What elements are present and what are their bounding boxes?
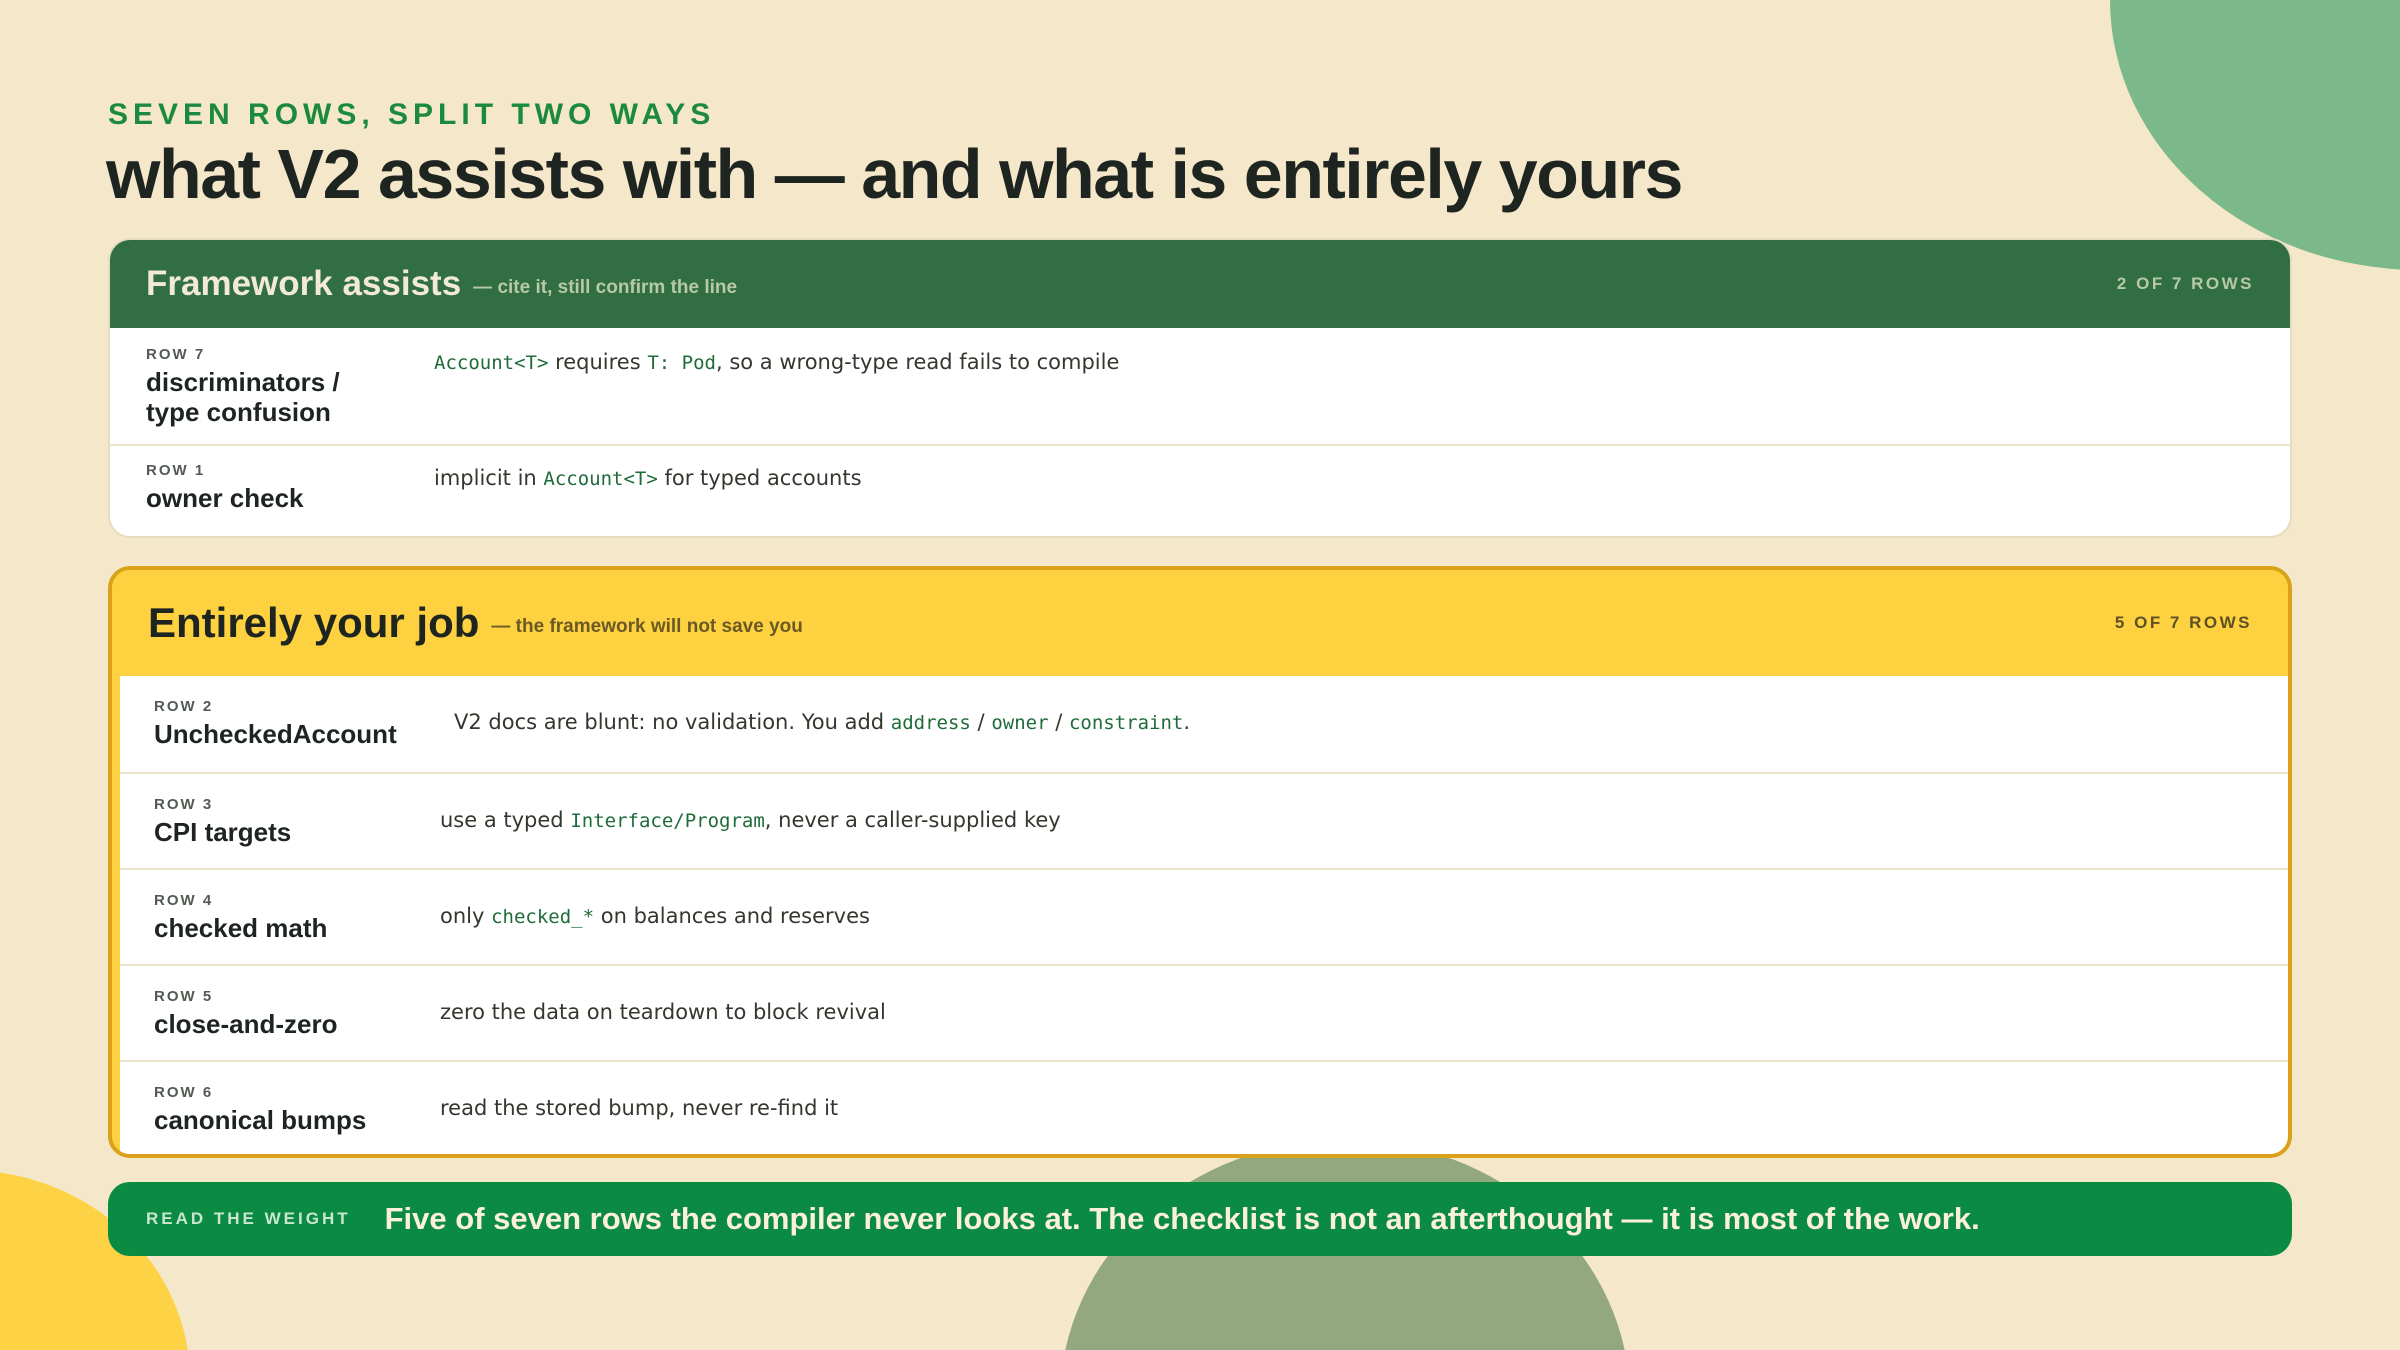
row-description bbox=[440, 904, 870, 928]
row-label bbox=[146, 462, 304, 513]
description-text: use a typed bbox=[440, 808, 571, 832]
row-name: CPI targets bbox=[154, 817, 292, 847]
callout-tag: READ THE WEIGHT bbox=[146, 1209, 351, 1228]
description-text: , never a caller-supplied key bbox=[764, 808, 1061, 832]
table-row bbox=[120, 964, 2288, 1060]
inline-code: Account<T> bbox=[434, 352, 549, 374]
table-row bbox=[120, 676, 2288, 772]
row-list bbox=[120, 676, 2288, 1156]
row-label bbox=[146, 346, 340, 427]
table-row bbox=[120, 868, 2288, 964]
eyebrow-label: SEVEN ROWS, SPLIT TWO WAYS bbox=[108, 98, 716, 131]
panel-title: Entirely your job bbox=[148, 599, 480, 646]
row-name: owner check bbox=[146, 483, 304, 513]
row-name bbox=[146, 367, 340, 427]
description-text: V2 docs are blunt: no validation. You add bbox=[454, 710, 891, 734]
page-title: what V2 assists with — and what is entirely yours bbox=[106, 135, 1682, 213]
inline-code: T: Pod bbox=[647, 352, 716, 374]
row-number: ROW 1 bbox=[146, 462, 206, 479]
description-text: read the stored bump, never re-find it bbox=[440, 1096, 839, 1120]
row-description bbox=[440, 808, 1061, 832]
row-label bbox=[154, 698, 397, 749]
row-list bbox=[110, 328, 2290, 536]
row-number: ROW 2 bbox=[154, 698, 214, 715]
row-description bbox=[434, 466, 862, 490]
description-text: . bbox=[1183, 710, 1191, 734]
description-text: / bbox=[1048, 710, 1069, 734]
row-label bbox=[154, 796, 291, 847]
table-row bbox=[110, 444, 2290, 536]
inline-code: Account<T> bbox=[543, 468, 658, 490]
row-description bbox=[440, 1000, 886, 1024]
row-number: ROW 7 bbox=[146, 346, 206, 363]
row-number: ROW 5 bbox=[154, 988, 214, 1005]
row-number: ROW 3 bbox=[154, 796, 214, 813]
description-text: / bbox=[970, 710, 992, 734]
row-label bbox=[154, 988, 338, 1039]
description-text: , so a wrong-type read fails to compile bbox=[715, 350, 1120, 374]
description-text: implicit in bbox=[434, 466, 544, 490]
row-name: UncheckedAccount bbox=[154, 719, 397, 749]
inline-code: Interface/Program bbox=[570, 810, 765, 832]
inline-code: checked_* bbox=[491, 906, 595, 928]
row-count-badge: 5 OF 7 ROWS bbox=[2114, 613, 2252, 632]
inline-code: owner bbox=[991, 712, 1049, 734]
row-name: canonical bumps bbox=[154, 1105, 367, 1135]
framework-assists-panel bbox=[108, 238, 2292, 538]
row-name: close-and-zero bbox=[154, 1009, 338, 1039]
row-description bbox=[440, 1096, 838, 1120]
row-label bbox=[154, 1084, 366, 1135]
inline-code: constraint bbox=[1068, 712, 1184, 734]
panel-subtitle: — the framework will not save you bbox=[491, 616, 803, 637]
panel-subtitle: — cite it, still confirm the line bbox=[473, 277, 738, 298]
row-count-badge: 2 OF 7 ROWS bbox=[2116, 274, 2254, 293]
description-text: zero the data on teardown to block revival bbox=[440, 1000, 886, 1024]
description-text: for typed accounts bbox=[657, 466, 862, 490]
row-name-line: type confusion bbox=[146, 397, 331, 427]
table-row bbox=[110, 328, 2290, 444]
description-text: on balances and reserves bbox=[594, 904, 870, 928]
description-text: only bbox=[440, 904, 492, 928]
callout-banner bbox=[108, 1182, 2292, 1256]
row-label bbox=[154, 892, 327, 943]
row-number: ROW 4 bbox=[154, 892, 214, 909]
table-row bbox=[120, 1060, 2288, 1156]
row-name-line: discriminators / bbox=[146, 367, 340, 397]
row-description bbox=[454, 710, 1190, 734]
table-row bbox=[120, 772, 2288, 868]
row-number: ROW 6 bbox=[154, 1084, 214, 1101]
panel-header bbox=[110, 240, 2290, 328]
panel-header bbox=[112, 570, 2288, 676]
row-name: checked math bbox=[154, 913, 328, 943]
panel-title: Framework assists bbox=[146, 264, 462, 303]
callout-text: Five of seven rows the compiler never looks at. The checklist is not an afterthought — it is most of the work. bbox=[384, 1201, 1980, 1236]
row-description bbox=[434, 350, 1119, 374]
inline-code: address bbox=[890, 712, 971, 734]
entirely-your-job-panel bbox=[108, 566, 2292, 1158]
description-text: requires bbox=[548, 350, 648, 374]
